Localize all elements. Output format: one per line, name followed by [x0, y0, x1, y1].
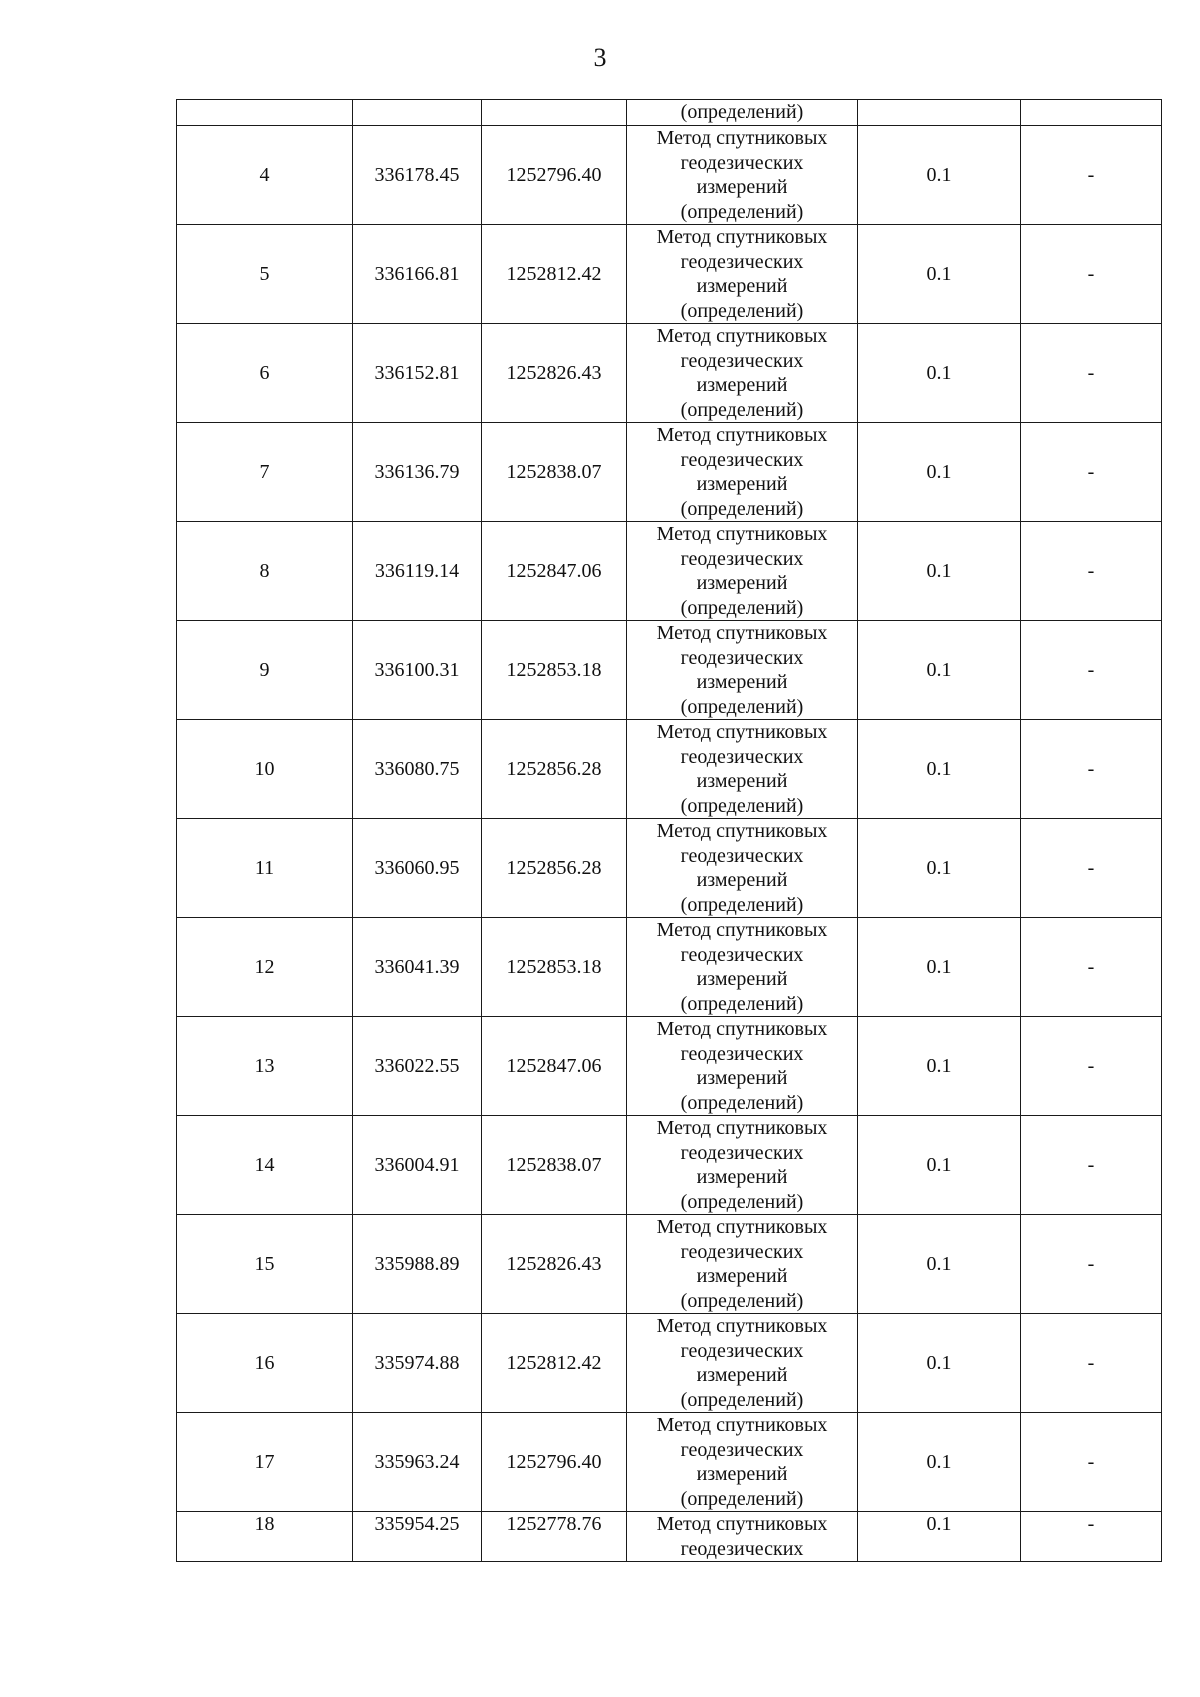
table-row — [177, 225, 1162, 324]
cell-accuracy: 0.1 — [858, 918, 1021, 1017]
method-line: геодезических — [680, 943, 804, 966]
cell-description: - — [1021, 1314, 1162, 1413]
cell-point: 4 — [177, 126, 353, 225]
method-line: измерений — [696, 176, 788, 198]
method-line: измерений — [696, 374, 788, 396]
cell-x: 335954.25 — [353, 1512, 482, 1562]
table-row — [177, 1413, 1162, 1512]
cell-x — [353, 100, 482, 126]
cell-accuracy: 0.1 — [858, 1413, 1021, 1512]
method-line: измерений — [696, 671, 788, 693]
method-line: Метод спутниковых — [656, 1513, 828, 1535]
method-line: геодезических — [680, 1141, 804, 1164]
cell-accuracy: 0.1 — [858, 126, 1021, 225]
cell-method — [627, 1116, 858, 1215]
method-line: измерений — [696, 572, 788, 594]
cell-point — [177, 100, 353, 126]
method-line: (определений) — [680, 1289, 804, 1312]
cell-point: 17 — [177, 1413, 353, 1512]
table-row — [177, 720, 1162, 819]
method-line: (определений) — [680, 1388, 804, 1411]
cell-description: - — [1021, 621, 1162, 720]
method-line: геодезических — [680, 1240, 804, 1263]
cell-y: 1252856.28 — [482, 819, 627, 918]
cell-accuracy: 0.1 — [858, 720, 1021, 819]
method-line: Метод спутниковых — [656, 721, 828, 743]
method-line: геодезических — [680, 547, 804, 570]
method-line: Метод спутниковых — [656, 1216, 828, 1238]
table-row — [177, 918, 1162, 1017]
cell-x: 336166.81 — [353, 225, 482, 324]
cell-method — [627, 1017, 858, 1116]
cell-method — [627, 1314, 858, 1413]
cell-x: 336178.45 — [353, 126, 482, 225]
cell-point: 12 — [177, 918, 353, 1017]
cell-y — [482, 100, 627, 126]
method-line: геодезических — [680, 151, 804, 174]
method-line: геодезических — [680, 745, 804, 768]
method-line: геодезических — [680, 349, 804, 372]
table-row — [177, 1512, 1162, 1562]
cell-y: 1252796.40 — [482, 1413, 627, 1512]
cell-point: 8 — [177, 522, 353, 621]
cell-description: - — [1021, 1413, 1162, 1512]
cell-y: 1252826.43 — [482, 1215, 627, 1314]
cell-method — [627, 720, 858, 819]
table-body — [177, 100, 1162, 1562]
method-line: (определений) — [680, 992, 804, 1015]
cell-method — [627, 621, 858, 720]
cell-point: 15 — [177, 1215, 353, 1314]
method-line: (определений) — [680, 1190, 804, 1213]
cell-description: - — [1021, 225, 1162, 324]
cell-method — [627, 1512, 858, 1562]
cell-accuracy: 0.1 — [858, 324, 1021, 423]
table-row — [177, 126, 1162, 225]
cell-accuracy: 0.1 — [858, 621, 1021, 720]
cell-point: 16 — [177, 1314, 353, 1413]
method-line: геодезических — [680, 1042, 804, 1065]
cell-y: 1252838.07 — [482, 1116, 627, 1215]
cell-accuracy: 0.1 — [858, 1512, 1021, 1562]
method-line: Метод спутниковых — [656, 523, 828, 545]
cell-y: 1252856.28 — [482, 720, 627, 819]
method-line: геодезических — [680, 646, 804, 669]
table-row — [177, 1314, 1162, 1413]
cell-description: - — [1021, 1512, 1162, 1562]
method-line: геодезических — [680, 1339, 804, 1362]
method-line: геодезических — [680, 1537, 804, 1560]
cell-point: 9 — [177, 621, 353, 720]
cell-y: 1252796.40 — [482, 126, 627, 225]
cell-point: 5 — [177, 225, 353, 324]
cell-method — [627, 819, 858, 918]
method-line: Метод спутниковых — [656, 919, 828, 941]
cell-accuracy: 0.1 — [858, 1116, 1021, 1215]
cell-y: 1252812.42 — [482, 225, 627, 324]
method-line: (определений) — [680, 1487, 804, 1510]
cell-description: - — [1021, 819, 1162, 918]
cell-y: 1252826.43 — [482, 324, 627, 423]
cell-description: - — [1021, 1017, 1162, 1116]
cell-x: 336119.14 — [353, 522, 482, 621]
method-line: измерений — [696, 1166, 788, 1188]
method-line: измерений — [696, 1265, 788, 1287]
method-line: (определений) — [680, 497, 804, 520]
method-line: измерений — [696, 473, 788, 495]
method-line: (определений) — [680, 893, 804, 916]
cell-point: 7 — [177, 423, 353, 522]
cell-description: - — [1021, 522, 1162, 621]
cell-point: 10 — [177, 720, 353, 819]
cell-method — [627, 225, 858, 324]
cell-x: 335974.88 — [353, 1314, 482, 1413]
cell-y: 1252847.06 — [482, 522, 627, 621]
cell-x: 336080.75 — [353, 720, 482, 819]
cell-description: - — [1021, 1116, 1162, 1215]
cell-method — [627, 918, 858, 1017]
page-number: 3 — [593, 43, 607, 72]
method-line: (определений) — [680, 695, 804, 718]
cell-x: 336100.31 — [353, 621, 482, 720]
method-line: Метод спутниковых — [656, 1315, 828, 1337]
table-row — [177, 621, 1162, 720]
cell-method — [627, 1413, 858, 1512]
method-line: (определений) — [680, 200, 804, 223]
cell-accuracy: 0.1 — [858, 423, 1021, 522]
method-line: (определений) — [680, 398, 804, 421]
cell-y: 1252847.06 — [482, 1017, 627, 1116]
cell-accuracy: 0.1 — [858, 1314, 1021, 1413]
method-line: Метод спутниковых — [656, 622, 828, 644]
cell-x: 336041.39 — [353, 918, 482, 1017]
table-row — [177, 1215, 1162, 1314]
cell-point: 13 — [177, 1017, 353, 1116]
cell-x: 336136.79 — [353, 423, 482, 522]
cell-point: 14 — [177, 1116, 353, 1215]
cell-y: 1252853.18 — [482, 918, 627, 1017]
method-line: измерений — [696, 770, 788, 792]
cell-x: 336022.55 — [353, 1017, 482, 1116]
cell-y: 1252812.42 — [482, 1314, 627, 1413]
cell-accuracy — [858, 100, 1021, 126]
table-row — [177, 324, 1162, 423]
cell-description: - — [1021, 126, 1162, 225]
cell-accuracy: 0.1 — [858, 819, 1021, 918]
method-line: Метод спутниковых — [656, 325, 828, 347]
cell-description: - — [1021, 423, 1162, 522]
method-line: Метод спутниковых — [656, 1117, 828, 1139]
coordinates-table — [176, 99, 1162, 1562]
cell-description: - — [1021, 918, 1162, 1017]
cell-y: 1252838.07 — [482, 423, 627, 522]
cell-accuracy: 0.1 — [858, 1017, 1021, 1116]
cell-x: 335963.24 — [353, 1413, 482, 1512]
method-line: (определений) — [680, 596, 804, 619]
method-line: измерений — [696, 968, 788, 990]
cell-method — [627, 423, 858, 522]
table-row — [177, 1017, 1162, 1116]
table-row — [177, 522, 1162, 621]
method-line: измерений — [696, 275, 788, 297]
method-line: Метод спутниковых — [656, 820, 828, 842]
cell-x: 335988.89 — [353, 1215, 482, 1314]
table-row — [177, 423, 1162, 522]
cell-y: 1252853.18 — [482, 621, 627, 720]
cell-description: - — [1021, 720, 1162, 819]
cell-method — [627, 522, 858, 621]
method-line: Метод спутниковых — [656, 226, 828, 248]
cell-method — [627, 126, 858, 225]
cell-x: 336060.95 — [353, 819, 482, 918]
cell-method — [627, 324, 858, 423]
method-line: (определений) — [680, 1091, 804, 1114]
method-line: измерений — [696, 869, 788, 891]
cell-point: 6 — [177, 324, 353, 423]
cell-x: 336152.81 — [353, 324, 482, 423]
method-line: измерений — [696, 1364, 788, 1386]
method-line: (определений) — [680, 299, 804, 322]
method-line: Метод спутниковых — [656, 127, 828, 149]
cell-x: 336004.91 — [353, 1116, 482, 1215]
cell-description — [1021, 100, 1162, 126]
method-line: геодезических — [680, 250, 804, 273]
cell-y: 1252778.76 — [482, 1512, 627, 1562]
cell-method — [627, 1215, 858, 1314]
cell-point: 11 — [177, 819, 353, 918]
cell-description: - — [1021, 324, 1162, 423]
continuation-row — [177, 100, 1162, 126]
cell-method: (определений) — [627, 100, 858, 126]
method-line: Метод спутниковых — [656, 424, 828, 446]
table-row — [177, 1116, 1162, 1215]
cell-description: - — [1021, 1215, 1162, 1314]
method-line: измерений — [696, 1067, 788, 1089]
method-line: Метод спутниковых — [656, 1018, 828, 1040]
cell-accuracy: 0.1 — [858, 225, 1021, 324]
method-line: измерений — [696, 1463, 788, 1485]
cell-accuracy: 0.1 — [858, 1215, 1021, 1314]
method-line: (определений) — [680, 794, 804, 817]
cell-point: 18 — [177, 1512, 353, 1562]
method-line: Метод спутниковых — [656, 1414, 828, 1436]
method-line: геодезических — [680, 1438, 804, 1461]
method-line: геодезических — [680, 448, 804, 471]
cell-accuracy: 0.1 — [858, 522, 1021, 621]
method-line: геодезических — [680, 844, 804, 867]
table-row — [177, 819, 1162, 918]
